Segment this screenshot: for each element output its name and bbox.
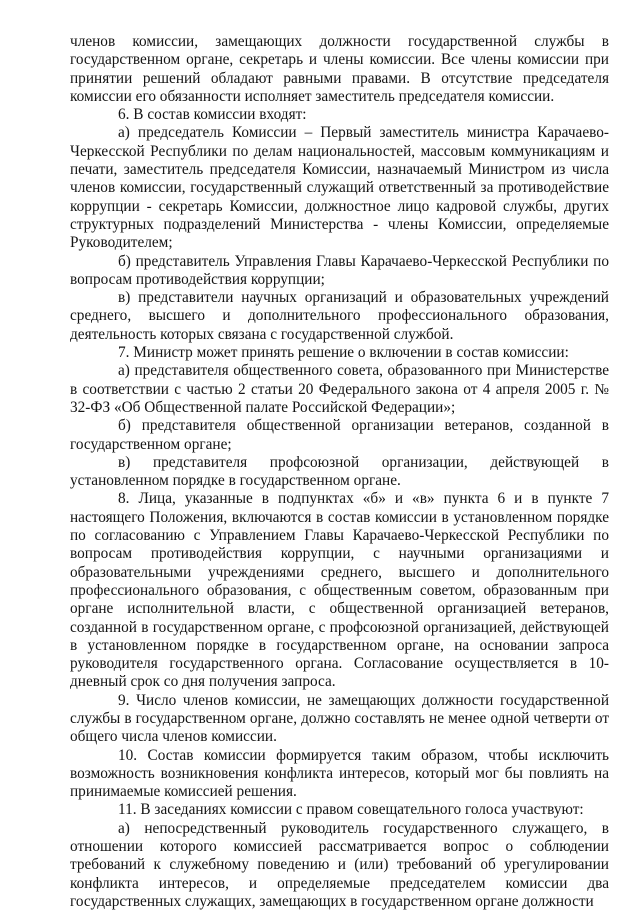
paragraph-6b: б) представитель Управления Главы Карачаево-Черкесской Республики по вопросам противодействия коррупции;: [70, 252, 609, 288]
paragraph-6-heading: 6. В состав комиссии входят:: [118, 106, 307, 124]
paragraph-8: 8. Лица, указанные в подпунктах «б» и «в» пункта 6 и в пункте 7 настоящего Положения, включаются в состав комиссии в установленном порядке по согласованию с Управлением Главы Карачаево-Черкесской Республики по вопросам противодействия коррупции, с научными организациями и образовательными учреждениями среднего, высшего и дополнительного профессионального образования, с общественным советом, образованным при органе исполнительной власти, с общественной организацией ветеранов, созданной в государственном органе, с профсоюзной организацией, действующей в установленном порядке в государственном органе, на основании запроса руководителя государственного органа. Согласование осуществляется в 10-дневный срок со дня получения запроса.: [70, 490, 609, 691]
paragraph-7a: а) представителя общественного совета, образованного при Министерстве в соответствии с частью 2 статьи 20 Федерального закона от 4 апреля 2005 г. № 32-ФЗ «Об Общественной палате Российской Федерации»;: [70, 362, 609, 416]
paragraph-7-heading: 7. Министр может принять решение о включении в состав комиссии:: [118, 344, 569, 362]
paragraph-11-heading: 11. В заседаниях комиссии с правом совещательного голоса участвуют:: [118, 801, 584, 819]
paragraph-9: 9. Число членов комиссии, не замещающих должности государственной службы в государственном органе, должно составлять не менее одной четверти от общего числа членов комиссии.: [70, 691, 609, 746]
document-body: [70, 33, 609, 911]
paragraph-11a: а) непосредственный руководитель государственного служащего, в отношении которого комиссией рассматривается вопрос о соблюдении требований к служебному поведению и (или) требований об урегулировании конфликта интересов, и определяемые председателем комиссии два государственных служащих, замещающих в государственном органе должности: [70, 819, 609, 910]
paragraph-7v: в) представителя профсоюзной организации, действующей в установленном порядке в государственном органе.: [70, 453, 609, 490]
paragraph-6a: а) председатель Комиссии – Первый заместитель министра Карачаево-Черкесской Республики по делам национальностей, массовым коммуникациям и печати, заместитель председателя Комиссии, назначаемый Министром из числа членов комиссии, государственный служащий ответственный за противодействие коррупции - секретарь Комиссии, должностное лицо кадровой службы, других структурных подразделений Министерства - члены Комиссии, определяемые Руководителем;: [70, 124, 609, 252]
paragraph-7b: б) представителя общественной организации ветеранов, созданной в государственном органе;: [70, 417, 609, 453]
paragraph-5-continuation: членов комиссии, замещающих должности государственной службы в государственном органе, секретарь и члены комиссии. Все члены комиссии при принятии решений обладают равными правами. В отсутствие председателя комиссии его обязанности исполняет заместитель председателя комиссии.: [70, 33, 609, 105]
paragraph-6v: в) представители научных организаций и образовательных учреждений среднего, высшего и дополнительного профессионального образования, деятельность которых связана с государственной службой.: [70, 289, 609, 343]
paragraph-10: 10. Состав комиссии формируется таким образом, чтобы исключить возможность возникновения конфликта интересов, который мог бы повлиять на принимаемые комиссией решения.: [70, 746, 609, 801]
